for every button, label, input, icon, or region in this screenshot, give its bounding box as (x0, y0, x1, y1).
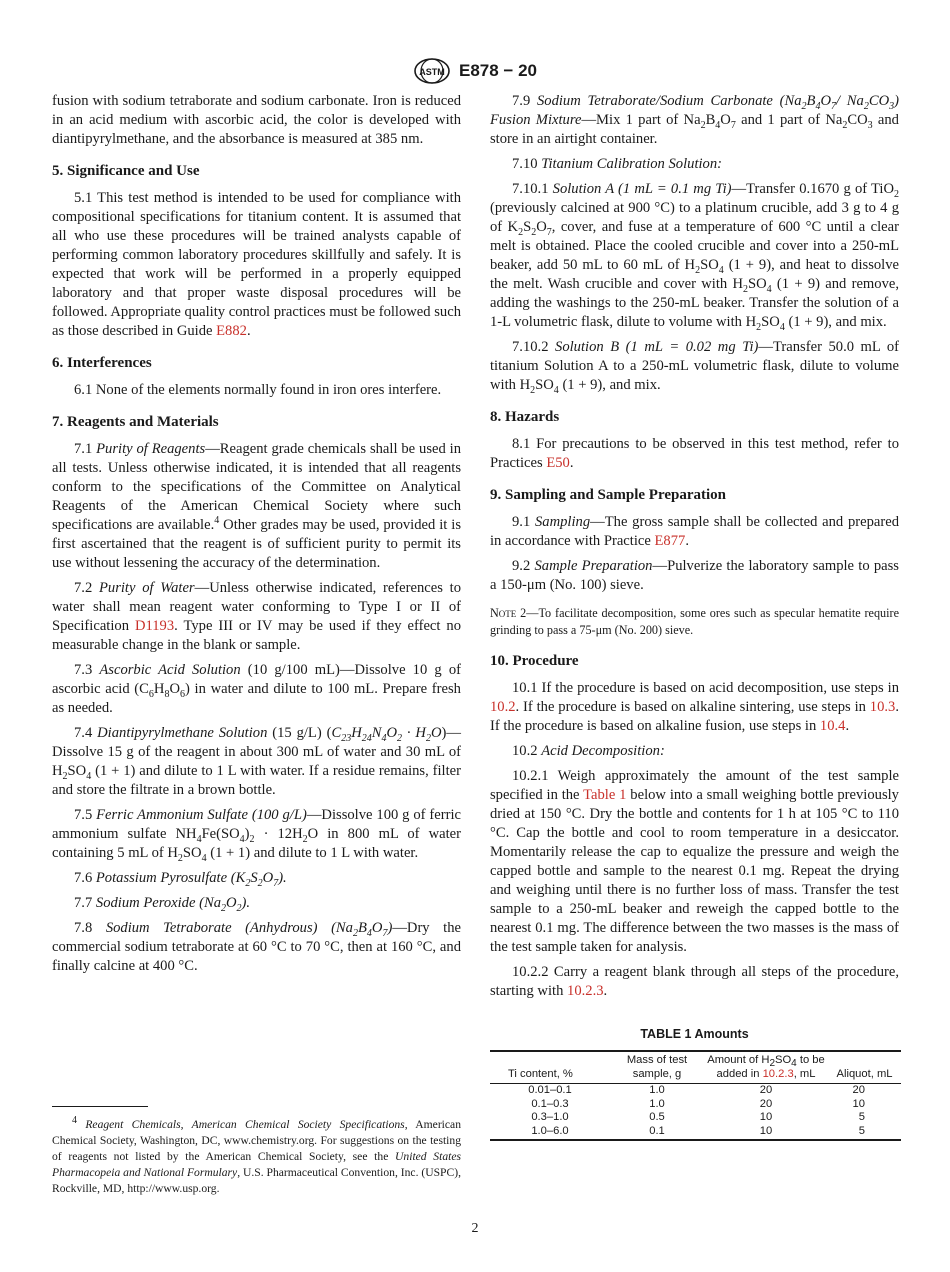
paragraph-7-6: 7.6 Potassium Pyrosulfate $(K_2S_2O_7)$. (74, 870, 287, 889)
amounts-table (490, 1050, 901, 1141)
paragraph-10-2-1: 10.2.1 Weigh approximately the amount of the test sample specified in the Table 1 below into a small weighing bottle previously dried at 150 °C. Dry the bottle and contents for 1 h at 105 °C to 110 °C. Cap the bottle and cool to room temperature in a desiccator. Momentarily release the cap to equalize the pressure and weigh the capped bottle and sample to the nearest 0.1 mg. Repeat the drying and weighing until there is no further loss of mass. Transfer the test sample to a 250-mL beaker and reweigh the capped bottle to the nearest 0.1 mg. The difference between the two masses is the mass of the test sample taken for analysis. (490, 768, 899, 955)
link-e877[interactable]: E877 (654, 533, 686, 549)
paragraph-7-1: 7.1 Purity of Reagents—Reagent grade chemicals shall be used in all tests. Unless otherwise indicated, it is intended that all reagents conform to the specifications of the Committee on Analytical Reagents of the American Chemical Society where such specifications are available.$^4$ Other grades may be used, provided it is first ascertained that the reagent is of sufficient purity to permit its use without lessening the accuracy of the determination. (52, 441, 462, 571)
paragraph-7-10: 7.10 Titanium Calibration Solution: (512, 156, 723, 172)
section-6-heading: 6. Interferences (52, 355, 152, 371)
table-1-caption: TABLE 1 Amounts (640, 1027, 749, 1041)
paragraph-9-2: 9.2 Sample Preparation—Pulverize the laboratory sample to pass a 150-μm (No. 100) sieve. (490, 558, 899, 593)
paragraph-9-1: 9.1 Sampling—The gross sample shall be collected and prepared in accordance with Practice E877. (490, 514, 899, 549)
link-table-1[interactable]: Table 1 (583, 787, 627, 803)
header-mass: Mass of test sample, g (626, 1054, 688, 1080)
paragraph-8-1: 8.1 For precautions to be observed in this test method, refer to Practices E50. (490, 436, 899, 471)
paragraph-6-1: 6.1 None of the elements normally found in iron ores interfere. (74, 382, 442, 398)
section-8-heading: 8. Hazards (490, 409, 560, 425)
section-10-heading: 10. Procedure (490, 653, 579, 669)
paragraph-7-8: 7.8 Sodium Tetraborate (Anhydrous) $(Na_2B_4O_7)—Dry$ the commercial sodium tetraborate at 60 °C to 70 °C, then at 160 °C, and finally calcine at 400 °C. (52, 920, 461, 974)
table-row: 0.3–1.0 0.5 10 5 (531, 1111, 865, 1124)
link-e882[interactable]: E882 (216, 323, 247, 339)
paragraph-7-7: 7.7 Sodium Peroxide $(Na_2O_2)$. (74, 895, 251, 914)
paragraph-10-2: 10.2 Acid Decomposition: (512, 743, 665, 759)
paragraph-7-2: 7.2 Purity of Water—Unless otherwise indicated, references to water shall mean reagent water conforming to Type I or II of Specification D1193. Type III or IV may be used if they effect no measurable change in the blank or sample. (52, 580, 462, 653)
paragraph-10-2-2: 10.2.2 Carry a reagent blank through all steps of the procedure, starting with 10.2.3. (490, 964, 899, 999)
paragraph-7-10-2: 7.10.2 Solution B (1 mL = 0.02 mg Ti)—Transfer 50.0 mL of titanium Solution A to a 250-mL volumetric flask, dilute to volume with $H_2SO_4$ (1 + 9), and mix. (490, 339, 899, 396)
link-10-2-3[interactable]: 10.2.3 (567, 983, 604, 999)
svg-text:ASTM: ASTM (419, 67, 445, 77)
left-column (52, 92, 461, 982)
table-header-row (490, 1051, 901, 1084)
paragraph-7-4: 7.4 Diantipyrylmethane Solution (15 g/L) ($C_{23}H_{24}N_4O_2$ · $H_2O)—Dissolve$ 15 g of the reagent in about 300 mL of water and 30 mL of $H_2SO_4$ (1 + 1) and dilute to 1 L with water. If a residue remains, filter and store the filtrate in a brown bottle. (52, 725, 461, 798)
header-amount-h2so4: Amount of $H_2SO_4$ to be added in 10.2.3, mL (707, 1054, 825, 1080)
section-9-heading: 9. Sampling and Sample Preparation (490, 487, 727, 503)
link-10-3[interactable]: 10.3 (869, 699, 896, 715)
paragraph-7-3: 7.3 Ascorbic Acid Solution (10 g/100 mL)—Dissolve 10 g of ascorbic acid $(C_6H_8O_6)$ in water and dilute to 100 mL. Prepare fresh as needed. (52, 662, 461, 716)
astm-logo-icon (413, 58, 451, 84)
paragraph-7-5: 7.5 Ferric Ammonium Sulfate (100 g/L)—Dissolve 100 g of ferric ammonium sulfate $NH_4Fe(SO_4)_2 \cdot 12H_2O$ in 800 mL of water containing 5 mL of $H_2SO_4$ (1 + 1) and dilute to 1 L with water. (52, 807, 462, 864)
paragraph-10-1: 10.1 If the procedure is based on acid decomposition, use steps in 10.2. If the procedure is based on alkaline sintering, use steps in 10.3. If the procedure is based on alkaline fusion, use steps in 10.4. (490, 680, 899, 734)
footnote-4: $^4$ Reagent Chemicals, American Chemical Society Specifications, American Chemical Society, Washington, DC, www.chemistry.org. For suggestions on the testing of reagents not listed by the American Chemical Society, see the United States Pharmacopeia and National Formulary, U.S. Pharmaceutical Convention, Inc. (USPC), Rockville, MD, http://www.usp.org. (52, 1115, 461, 1195)
header-ti-content: Ti content, % (508, 1067, 573, 1080)
footnote-divider (52, 1106, 148, 1107)
intro-paragraph: fusion with sodium tetraborate and sodium carbonate. Iron is reduced in an acid medium with ascorbic acid, the color is developed with diantipyrylmethane, and the absorbance is measured at 385 nm. (52, 93, 461, 147)
table-row: 0.01–0.1 1.0 20 20 (528, 1084, 865, 1097)
link-table-10-2-3[interactable]: 10.2.3 (762, 1067, 794, 1080)
link-10-2[interactable]: 10.2 (490, 699, 516, 715)
paragraph-5-1: 5.1 This test method is intended to be used for compliance with compositional specifications for titanium content. It is assumed that all who use these procedures will be trained analysts capable of performing common laboratory procedures skillfully and safely. It is expected that work will be performed in a properly equipped laboratory and that proper waste disposal procedures will be followed. Appropriate quality control practices must be followed such as those described in Guide E882. (52, 190, 461, 339)
page-header (0, 58, 950, 84)
section-5-heading: 5. Significance and Use (52, 163, 200, 179)
link-e50[interactable]: E50 (546, 455, 570, 471)
standard-code: E878 − 20 (459, 61, 537, 80)
footnote-ref-4: 4 (214, 515, 220, 527)
header-aliquot: Aliquot, mL (836, 1067, 893, 1080)
paragraph-7-9: 7.9 Sodium Tetraborate/Sodium Carbonate ($Na_2B_4O_7/$ $Na_2CO_3$) Fusion Mixture—Mix 1 part of $Na_2B_4O_7$ and 1 part of $Na_2CO_3$ and store in an airtight container. (490, 93, 899, 147)
right-column (490, 92, 899, 1141)
section-7-heading: 7. Reagents and Materials (52, 414, 219, 430)
note-2: Note 2—To facilitate decomposition, some ores such as specular hematite require grinding to pass a 75-μm (No. 200) sieve. (490, 606, 899, 637)
link-10-4[interactable]: 10.4 (819, 718, 846, 734)
paragraph-7-10-1: 7.10.1 Solution A (1 mL = 0.1 mg Ti)—Transfer 0.1670 g of TiO$_2$ (previously calcined at 900 °C) to a platinum crucible, add 3 g to 4 g of $K_2S_2O_7$, cover, and fuse at a temperature of 600 °C until a clear melt is obtained. Place the cooled crucible and cover into a 250-mL beaker, add 50 mL to 60 mL of $H_2SO_4$ (1 + 9), and heat to dissolve the melt. Wash crucible and cover with $H_2SO_4$ (1 + 9) and remove, adding the washings to the 250-mL beaker. Transfer the solution of a 1-L volumetric flask, dilute to volume with $H_2SO_4$ (1 + 9), and mix. (490, 181, 900, 333)
table-row: 1.0–6.0 0.1 10 5 (490, 1125, 901, 1140)
page-number: 2 (471, 1221, 479, 1236)
link-d1193[interactable]: D1193 (134, 618, 175, 634)
table-row: 0.1–0.3 1.0 20 10 (531, 1097, 865, 1110)
